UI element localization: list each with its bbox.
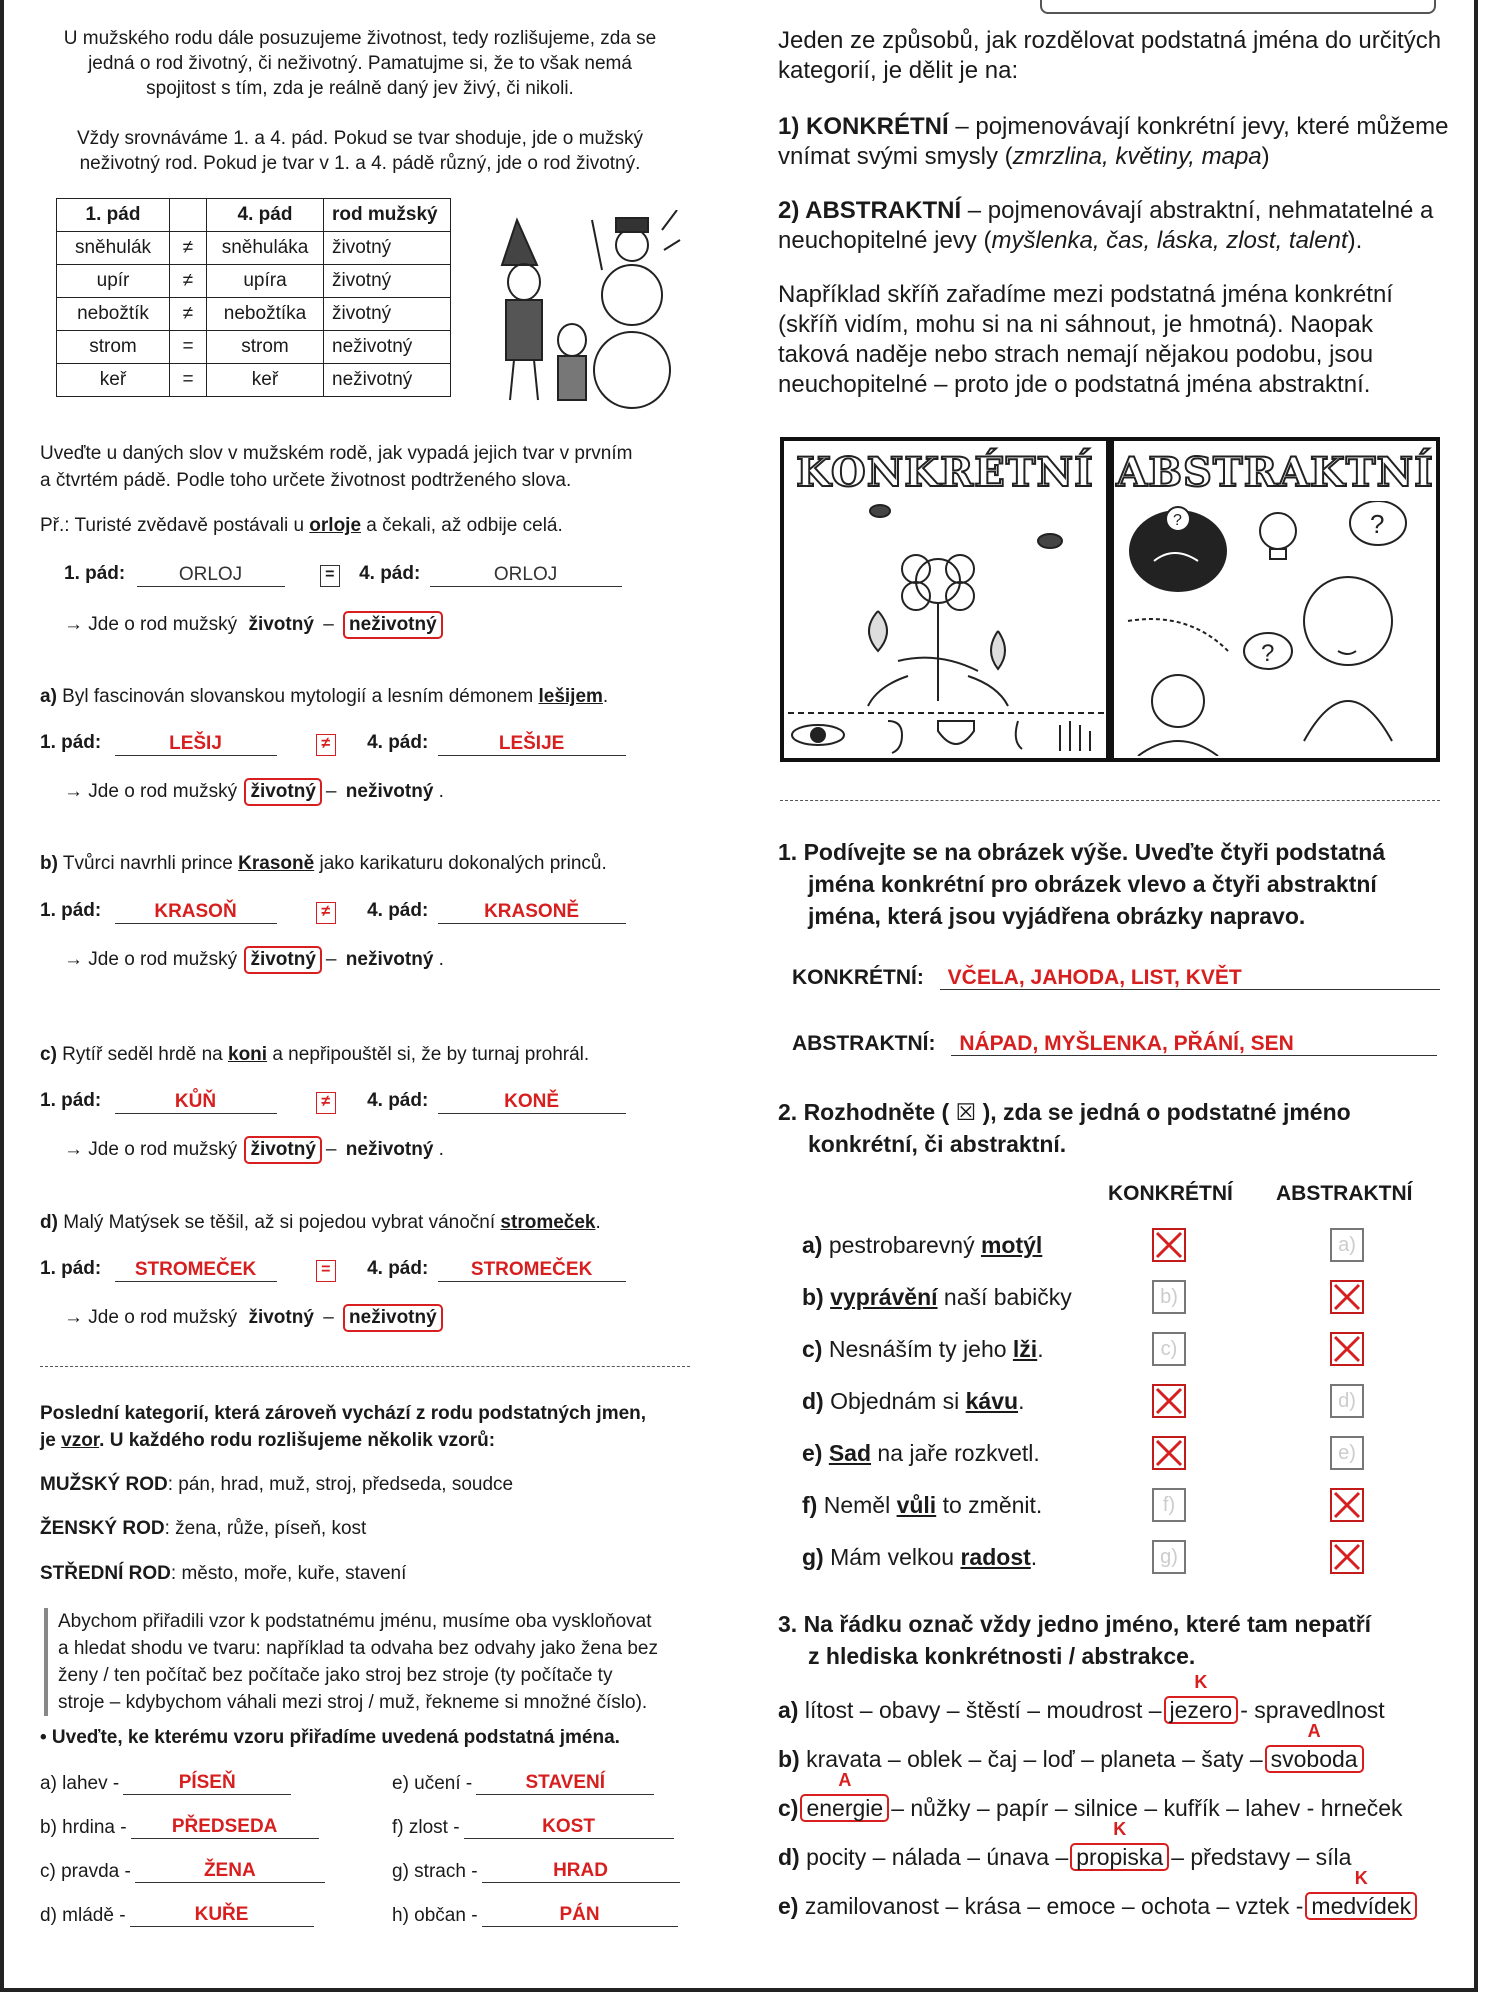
example-sym-box[interactable]: = <box>320 565 340 587</box>
checkbox-konkretni[interactable] <box>1152 1436 1186 1470</box>
vzor-answer[interactable]: ŽENA <box>135 1860 325 1883</box>
panel-title-abstraktni: ABSTRAKTNÍ <box>1116 449 1434 496</box>
vzor-answer[interactable]: PÁN <box>482 1904 678 1927</box>
table-cell: nebožtík <box>57 298 170 331</box>
option-nezivotny-selected[interactable]: neživotný <box>343 1304 443 1332</box>
vzor-row: g) strach - HRAD <box>392 1860 680 1883</box>
underlined-word: koni <box>228 1044 268 1065</box>
definition-konkretni: 1) KONKRÉTNÍ – pojmenovávají konkrétní jevy, které můžeme vnímat svými smysly (zmrzlina, květiny, mapa) <box>778 113 1449 170</box>
q3-item: d) pocity – nálada – únava – K propiska – představy – síla <box>778 1819 1352 1870</box>
right-intro: Jeden ze způsobů, jak rozdělovat podstatná jména do určitých kategorií, je dělit je na: <box>778 27 1442 84</box>
section-divider <box>40 1366 690 1367</box>
vzor-answer[interactable]: HRAD <box>482 1860 680 1883</box>
table-cell: ≠ <box>170 232 207 265</box>
monsters-illustration <box>492 210 682 410</box>
ghost-letter: b) <box>1160 1286 1178 1308</box>
svg-text:?: ? <box>1370 509 1385 539</box>
option-zivotny-selected[interactable]: životný <box>244 1136 321 1164</box>
answer-pad1[interactable]: LEŠIJ <box>115 733 277 756</box>
underlined-word: lži <box>1012 1336 1038 1362</box>
panel-title-konkretni: KONKRÉTNÍ <box>796 449 1094 496</box>
table-row <box>57 364 451 397</box>
table-row <box>57 265 451 298</box>
table-cell: strom <box>207 331 324 364</box>
table-cell: upíra <box>207 265 324 298</box>
circled-word[interactable]: jezero <box>1164 1696 1239 1724</box>
q2-item: c) Nesnáším ty jeho lži. <box>802 1336 1044 1362</box>
task-line: Uveďte u daných slov v mužském rodě, jak vypadá jejich tvar v prvním <box>40 443 633 464</box>
q3-item: b) kravata – oblek – čaj – loď – planeta – šaty – A svoboda <box>778 1745 1366 1773</box>
rule-line: Vždy srovnáváme 1. a 4. pád. Pokud se tvar shoduje, jde o mužský <box>76 128 644 149</box>
option-nezivotny[interactable]: neživotný <box>345 949 434 970</box>
ghost-letter: a) <box>1338 1234 1356 1256</box>
item-b-result-row: → Jde o rod mužský životný – neživotný . <box>64 946 444 974</box>
underlined-word: lešijem <box>538 686 603 707</box>
rule-paragraph <box>40 126 680 176</box>
cross-mark-icon <box>1332 1542 1362 1572</box>
section-divider <box>780 800 1440 801</box>
table-header: 4. pád <box>207 199 324 232</box>
table-row <box>57 298 451 331</box>
item-d-sentence: d) Malý Matýsek se těšil, až si pojedou vybrat vánoční stromeček. <box>40 1212 601 1233</box>
table-cell: keř <box>207 364 324 397</box>
category-mark: A <box>1307 1721 1321 1741</box>
abstraktni-answer-field[interactable]: NÁPAD, MYŠLENKA, PŘÁNÍ, SEN <box>951 1033 1437 1056</box>
q2-item: g) Mám velkou radost. <box>802 1544 1038 1570</box>
underlined-word: kávu <box>965 1388 1019 1414</box>
checkbox-konkretni[interactable] <box>1152 1228 1186 1262</box>
ghost-letter: d) <box>1338 1390 1356 1412</box>
table-header <box>170 199 207 232</box>
option-nezivotny-selected[interactable]: neživotný <box>343 611 443 639</box>
item-a-result-row: → Jde o rod mužský životný – neživotný . <box>64 778 444 806</box>
five-senses-icons <box>788 717 1104 757</box>
vzor-answer[interactable]: PÍSEŇ <box>123 1772 291 1795</box>
definition-abstraktni: 2) ABSTRAKTNÍ – pojmenovávají abstraktní, nehmatatelné a neuchopitelné jevy (myšlenka, čas, láska, zlost, talent). <box>778 197 1434 254</box>
checkbox-abstraktni[interactable] <box>1330 1436 1364 1470</box>
table-cell: sněhuláka <box>207 232 324 265</box>
intro-paragraph <box>40 26 680 101</box>
vzor-row: c) pravda - ŽENA <box>40 1860 325 1883</box>
declension-table-wrap <box>56 198 451 397</box>
answer-pad4[interactable]: LEŠIJE <box>438 733 626 756</box>
option-zivotny-selected[interactable]: životný <box>244 946 321 974</box>
note-box: Abychom přiřadili vzor k podstatnému jménu, musíme oba vyskloňovat a hledat shodu ve tvaru: například ta odvaha bez odvahy jako žena bez ženy / ten počítač bez počítače jako stroj bez stroje (ty počítače ty stroje – kdybychom váhali mezi stroj / muž, řekneme si množné číslo). <box>44 1608 728 1716</box>
checkbox-abstraktni[interactable] <box>1330 1228 1364 1262</box>
ghost-letter: f) <box>1162 1494 1176 1516</box>
cross-mark-icon <box>1332 1282 1362 1312</box>
q2-item: b) vyprávění naší babičky <box>802 1284 1072 1310</box>
underlined-word: stromeček <box>500 1212 596 1233</box>
vzor-row: f) zlost - KOST <box>392 1816 674 1839</box>
circled-word[interactable]: propiska <box>1070 1843 1169 1871</box>
declension-table <box>56 198 451 397</box>
konkretni-answer-field[interactable]: VČELA, JAHODA, LIST, KVĚT <box>940 967 1440 990</box>
example-answer-pad1[interactable]: ORLOJ <box>137 564 285 587</box>
checkbox-abstraktni[interactable] <box>1330 1280 1364 1314</box>
sym-box[interactable]: ≠ <box>316 1092 336 1114</box>
intro-line: jedná o rod životný, či neživotný. Pamatujme si, že to však nemá <box>88 53 632 74</box>
rule-line: neživotný rod. Pokud je tvar v 1. a 4. pádě různý, jde o rod životný. <box>79 153 641 174</box>
q2-item: f) Neměl vůli to změnit. <box>802 1492 1043 1518</box>
option-nezivotny[interactable]: neživotný <box>345 1139 434 1160</box>
example-paragraph: Například skříň zařadíme mezi podstatná jména konkrétní (skříň vidím, mohu si na ni sáhnout, je hmotná). Naopak taková naděje nebo strach nemají nějakou podobu, jsou neuchopitelné – proto jde o podstatná jména abstraktní. <box>778 281 1393 398</box>
table-cell: životný <box>324 232 451 265</box>
checkbox-konkretni[interactable] <box>1152 1332 1186 1366</box>
vzor-answer[interactable]: PŘEDSEDA <box>131 1816 319 1839</box>
gender-masculine: MUŽSKÝ ROD: pán, hrad, muž, stroj, předseda, soudce <box>40 1474 514 1495</box>
example-sentence: Př.: Turisté zvědavě postávali u orloje a čekali, až odbije celá. <box>40 515 563 536</box>
cross-mark-icon <box>1154 1386 1184 1416</box>
option-zivotny-selected[interactable]: životný <box>244 778 321 806</box>
table-header: 1. pád <box>57 199 170 232</box>
panel-divider <box>1106 441 1114 758</box>
answer-pad4[interactable]: STROMEČEK <box>438 1259 626 1282</box>
question-3: 3. Na řádku označ vždy jedno jméno, které tam nepatří z hlediska konkrétnosti / abstrakce. <box>778 1611 1372 1669</box>
item-d-answer-row: 1. pád: STROMEČEK = 4. pád: STROMEČEK <box>40 1258 626 1282</box>
intro-line: U mužského rodu dále posuzujeme životnost, tedy rozlišujeme, zda se <box>63 28 657 49</box>
sym-box[interactable]: ≠ <box>316 734 336 756</box>
q2-item: d) Objednám si kávu. <box>802 1388 1025 1414</box>
q3-item: e) zamilovanost – krása – emoce – ochota – vztek - K medvídek <box>778 1892 1419 1920</box>
svg-text:?: ? <box>1173 512 1182 529</box>
table-cell: sněhulák <box>57 232 170 265</box>
svg-text:?: ? <box>1261 640 1275 667</box>
answer-pad1[interactable]: KŮŇ <box>115 1091 277 1114</box>
item-b-answer-row: 1. pád: KRASOŇ ≠ 4. pád: KRASONĚ <box>40 900 626 924</box>
q2-item: a) pestrobarevný motýl <box>802 1232 1043 1258</box>
table-row <box>57 232 451 265</box>
category-mark: K <box>1113 1819 1127 1839</box>
example-underlined-word: orloje <box>309 515 362 536</box>
table-cell: ≠ <box>170 298 207 331</box>
circled-word[interactable]: medvídek <box>1305 1892 1417 1920</box>
underlined-word: vyprávění <box>830 1284 938 1310</box>
underlined-word: radost <box>960 1544 1031 1570</box>
illustration-panel <box>780 437 1440 762</box>
table-cell: nebožtíka <box>207 298 324 331</box>
question-1: 1. Podívejte se na obrázek výše. Uveďte čtyři podstatná jména konkrétní pro obrázek vlevo a čtyři abstraktní jména, která jsou vyjádřena obrázky napravo. <box>778 839 1386 929</box>
ghost-letter: c) <box>1160 1338 1178 1360</box>
item-d-result-row: → Jde o rod mužský životný – neživotný <box>64 1304 443 1332</box>
table-cell: životný <box>324 298 451 331</box>
vzor-row: e) učení - STAVENÍ <box>392 1772 654 1795</box>
vzor-row: a) lahev - PÍSEŇ <box>40 1772 291 1795</box>
answer-pad1[interactable]: KRASOŇ <box>115 901 277 924</box>
vzor-answer[interactable]: KOST <box>464 1816 674 1839</box>
checkbox-konkretni[interactable] <box>1152 1384 1186 1418</box>
checkbox-abstraktni[interactable] <box>1330 1540 1364 1574</box>
example-answer-row: 1. pád: ORLOJ = 4. pád: ORLOJ <box>64 563 622 587</box>
strawberry-flower-icon <box>788 501 1104 751</box>
vzor-row: h) občan - PÁN <box>392 1904 678 1927</box>
table-cell: upír <box>57 265 170 298</box>
circled-word[interactable]: energie <box>800 1794 889 1822</box>
table-cell: neživotný <box>324 331 451 364</box>
answer-pad1[interactable]: STROMEČEK <box>115 1259 277 1282</box>
sym-box[interactable]: = <box>316 1260 336 1282</box>
item-c-result-row: → Jde o rod mužský životný – neživotný . <box>64 1136 444 1164</box>
gender-feminine: ŽENSKÝ ROD: žena, růže, píseň, kost <box>40 1518 367 1539</box>
column-header-konkretni: KONKRÉTNÍ <box>1108 1182 1233 1205</box>
vzor-row: b) hrdina - PŘEDSEDA <box>40 1816 319 1839</box>
checkbox-abstraktni[interactable] <box>1330 1332 1364 1366</box>
option-nezivotny[interactable]: neživotný <box>345 781 434 802</box>
abstraktni-answer-row: ABSTRAKTNÍ: NÁPAD, MYŠLENKA, PŘÁNÍ, SEN <box>792 1032 1437 1056</box>
checkbox-konkretni[interactable] <box>1152 1540 1186 1574</box>
circled-word[interactable]: svoboda <box>1265 1745 1364 1773</box>
question-2: 2. Rozhodněte ( ☒ ), zda se jedná o podstatné jméno konkrétní, či abstraktní. <box>778 1099 1351 1157</box>
vzor-task-bullet: • Uveďte, ke kterému vzoru přiřadíme uvedená podstatná jména. <box>40 1727 620 1748</box>
vzor-row: d) mládě - KUŘE <box>40 1904 314 1927</box>
gender-neuter: STŘEDNÍ ROD: město, moře, kuře, stavení <box>40 1563 407 1584</box>
option-zivotny[interactable]: životný <box>248 1307 314 1328</box>
table-cell: = <box>170 331 207 364</box>
item-c-answer-row: 1. pád: KŮŇ ≠ 4. pád: KONĚ <box>40 1090 626 1114</box>
task-line: a čtvrtém pádě. Podle toho určete životnost podtrženého slova. <box>40 470 572 491</box>
underlined-word: motýl <box>980 1232 1043 1258</box>
checkbox-konkretni[interactable] <box>1152 1488 1186 1522</box>
table-cell: životný <box>324 265 451 298</box>
checkbox-konkretni[interactable] <box>1152 1280 1186 1314</box>
category-mark: A <box>838 1770 852 1790</box>
example-result-row: → Jde o rod mužský životný – neživotný <box>64 611 443 639</box>
cross-mark-icon <box>1154 1438 1184 1468</box>
q3-item: a) lítost – obavy – štěstí – moudrost – K jezero - spravedlnost <box>778 1672 1385 1723</box>
column-header-abstraktni: ABSTRAKTNÍ <box>1276 1182 1413 1205</box>
checkbox-abstraktni[interactable] <box>1330 1488 1364 1522</box>
ghost-letter: g) <box>1160 1546 1178 1568</box>
header-box <box>1040 0 1436 14</box>
item-b-sentence: b) Tvůrci navrhli prince Krasoně jako karikaturu dokonalých princů. <box>40 853 607 874</box>
example-answer-pad4[interactable]: ORLOJ <box>430 564 622 587</box>
underlined-word: vůli <box>896 1492 937 1518</box>
table-cell: = <box>170 364 207 397</box>
category-mark: K <box>1194 1672 1208 1692</box>
cross-mark-icon <box>1154 1230 1184 1260</box>
vzor-answer[interactable]: KUŘE <box>130 1904 314 1927</box>
table-cell: ≠ <box>170 265 207 298</box>
answer-pad4[interactable]: KRASONĚ <box>438 901 626 924</box>
table-header: rod mužský <box>324 199 451 232</box>
cross-mark-icon <box>1332 1490 1362 1520</box>
item-c-sentence: c) Rytíř seděl hrdě na koni a nepřipouštěl si, že by turnaj prohrál. <box>40 1044 590 1065</box>
q2-item: e) Sad na jaře rozkvetl. <box>802 1440 1040 1466</box>
q3-item: c) A energie – nůžky – papír – silnice – kufřík – lahev - hrneček <box>778 1770 1403 1821</box>
item-a-answer-row: 1. pád: LEŠIJ ≠ 4. pád: LEŠIJE <box>40 732 626 756</box>
ghost-letter: e) <box>1338 1442 1356 1464</box>
option-zivotny[interactable]: životný <box>248 614 314 635</box>
task-instructions <box>40 440 700 494</box>
answer-pad4[interactable]: KONĚ <box>438 1091 626 1114</box>
table-cell: keř <box>57 364 170 397</box>
underlined-word: Krasoně <box>238 853 315 874</box>
cross-mark-icon <box>1332 1334 1362 1364</box>
item-a-sentence: a) Byl fascinován slovanskou mytologií a lesním démonem lešijem. <box>40 686 609 707</box>
thinking-boy-icon <box>1118 501 1438 756</box>
table-row <box>57 331 451 364</box>
category-mark: K <box>1354 1868 1368 1888</box>
underlined-word: Sad <box>828 1440 872 1466</box>
sym-box[interactable]: ≠ <box>316 902 336 924</box>
intro-line: spojitost s tím, zda je reálně daný jev živý, či nikoli. <box>146 78 574 99</box>
vzor-intro: Poslední kategorií, která zároveň vychází z rodu podstatných jmen, je vzor. U každého rodu rozlišujeme několik vzorů: <box>40 1403 647 1451</box>
table-cell: strom <box>57 331 170 364</box>
table-cell: neživotný <box>324 364 451 397</box>
checkbox-abstraktni[interactable] <box>1330 1384 1364 1418</box>
vzor-answer[interactable]: STAVENÍ <box>476 1772 654 1795</box>
konkretni-answer-row: KONKRÉTNÍ: VČELA, JAHODA, LIST, KVĚT <box>792 966 1440 990</box>
